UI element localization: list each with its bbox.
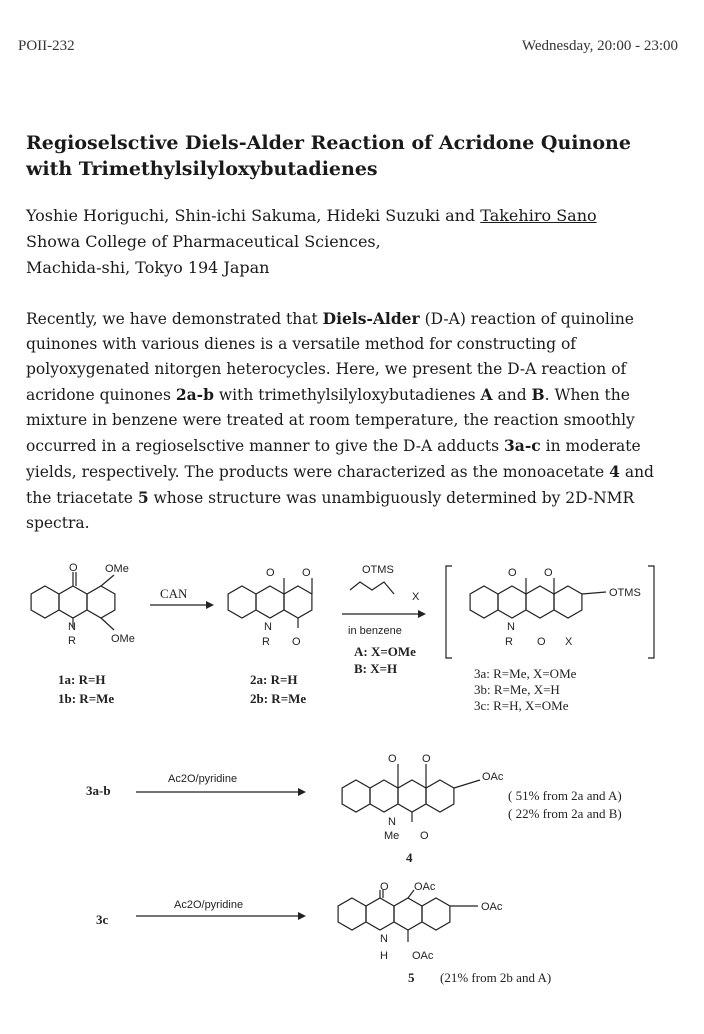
diene-otms: OTMS <box>362 564 394 576</box>
abstract-text: in moderate yields, respectively. The products were characterized as the monoacetate <box>26 437 641 481</box>
compound-4-structure <box>342 764 480 822</box>
abstract-bold: 5 <box>137 488 149 507</box>
compound-2-nitrogen: N <box>264 621 272 633</box>
compound-5-yield: (21% from 2b and A) <box>440 970 552 985</box>
compound-2a-label: 2a: R=H <box>250 672 298 687</box>
scheme2-reagent: Ac2O/pyridine <box>168 773 238 785</box>
abstract-bold: 2a-b <box>175 385 214 404</box>
bracket-left <box>446 566 452 658</box>
author-names: Yoshie Horiguchi, Shin-ichi Sakuma, Hideki Suzuki and <box>26 206 481 225</box>
arrowhead-2 <box>418 610 426 618</box>
compound-4-nitrogen: N <box>388 816 396 828</box>
diene-x: X <box>412 591 420 603</box>
compound-4-methyl: Me <box>384 830 400 842</box>
compound-5-number: 5 <box>408 970 415 985</box>
compound-2-oxygen-1: O <box>266 567 275 579</box>
arrowhead-3 <box>298 788 306 796</box>
diene-a-label: A: X=OMe <box>354 644 416 659</box>
abstract-bold: 4 <box>609 462 620 481</box>
compound-3-structure <box>470 578 606 618</box>
scheme2-start: 3a-b <box>86 783 111 798</box>
reagent-benzene: in benzene <box>348 625 402 637</box>
compound-1-methoxy-bottom: OMe <box>111 633 135 645</box>
compound-4-oxygen-2: O <box>422 753 431 765</box>
compound-3c-label: 3c: R=H, X=OMe <box>474 698 569 713</box>
compound-3a-label: 3a: R=Me, X=OMe <box>474 666 577 681</box>
title-line-1: Regioselsctive Diels-Alder Reaction of Acridone Quinone <box>26 132 631 154</box>
compound-2-oxygen-3: O <box>292 636 301 648</box>
compound-5-structure <box>338 890 478 942</box>
compound-5-oac-right: OAc <box>481 901 503 913</box>
compound-1a-label: 1a: R=H <box>58 672 106 687</box>
scheme3-reagent: Ac2O/pyridine <box>174 899 244 911</box>
compound-3-oxygen-3: O <box>537 636 546 648</box>
compound-3-otms: OTMS <box>609 587 641 599</box>
abstract-bold: 3a-c <box>504 436 541 455</box>
compound-1b-label: 1b: R=Me <box>58 691 115 706</box>
compound-3-oxygen-1: O <box>508 567 517 579</box>
diene-structure <box>350 582 394 594</box>
abstract-text: and <box>492 386 532 404</box>
compound-3-oxygen-2: O <box>544 567 553 579</box>
diene-b-label: B: X=H <box>354 661 398 676</box>
abstract-text: . When the mixture in benzene were treated at room temperature, the reaction smoothly occurred in a regioselsctive manner to give the D-A adducts <box>26 386 635 455</box>
compound-4-number: 4 <box>406 850 413 865</box>
compound-1-methoxy-top: OMe <box>105 563 129 575</box>
compound-5-nitrogen: N <box>380 933 388 945</box>
compound-1-r-group: R <box>68 635 76 647</box>
arrowhead-4 <box>298 912 306 920</box>
compound-4-yield-2: ( 22% from 2a and B) <box>508 806 622 821</box>
compound-3-nitrogen: N <box>507 621 515 633</box>
compound-2-r-group: R <box>262 636 270 648</box>
compound-1-nitrogen: N <box>68 621 76 633</box>
author-underlined: Takehiro Sano <box>480 206 597 225</box>
arrowhead-1 <box>206 601 214 609</box>
compound-3-r-group: R <box>505 636 513 648</box>
affiliation: Showa College of Pharmaceutical Sciences, <box>26 232 381 251</box>
compound-5-hydrogen: H <box>380 950 388 962</box>
abstract-text: Recently, we have demonstrated that <box>26 310 323 328</box>
compound-5-oac-bottom: OAc <box>412 950 434 962</box>
scheme3-start: 3c <box>96 912 109 927</box>
compound-3-x: X <box>565 636 573 648</box>
compound-3b-label: 3b: R=Me, X=H <box>474 682 560 697</box>
session-time: Wednesday, 20:00 - 23:00 <box>521 38 678 54</box>
abstract-bold: A <box>480 385 493 404</box>
address: Machida-shi, Tokyo 194 Japan <box>26 258 270 277</box>
abstract-bold: B <box>531 385 545 404</box>
compound-5-oxygen: O <box>380 881 389 893</box>
compound-1-oxygen: O <box>69 562 78 574</box>
poster-code: POII-232 <box>18 38 75 54</box>
compound-5-oac-top: OAc <box>414 881 436 893</box>
abstract-bold: Diels-Alder <box>322 309 420 328</box>
compound-4-yield-1: ( 51% from 2a and A) <box>508 788 622 803</box>
compound-2-oxygen-2: O <box>302 567 311 579</box>
abstract-text: whose structure was unambiguously determined by 2D-NMR spectra. <box>26 489 635 532</box>
abstract-text: with trimethylsilyloxybutadienes <box>213 386 481 404</box>
bracket-right <box>648 566 654 658</box>
abstract-text: and the triacetate <box>26 463 654 507</box>
compound-4-oxygen-1: O <box>388 753 397 765</box>
compound-4-oxygen-3: O <box>420 830 429 842</box>
compound-4-oac: OAc <box>482 771 504 783</box>
compound-2b-label: 2b: R=Me <box>250 691 307 706</box>
abstract-text: (D-A) reaction of quinoline quinones with various dienes is a versatile method for constructing of polyoxygenated nitorgen heterocycles. Here, we present the D-A reaction of acridone quinones <box>26 310 634 404</box>
title-line-2: with Trimethylsilyloxybutadienes <box>26 158 378 180</box>
reagent-can: CAN <box>160 586 188 601</box>
